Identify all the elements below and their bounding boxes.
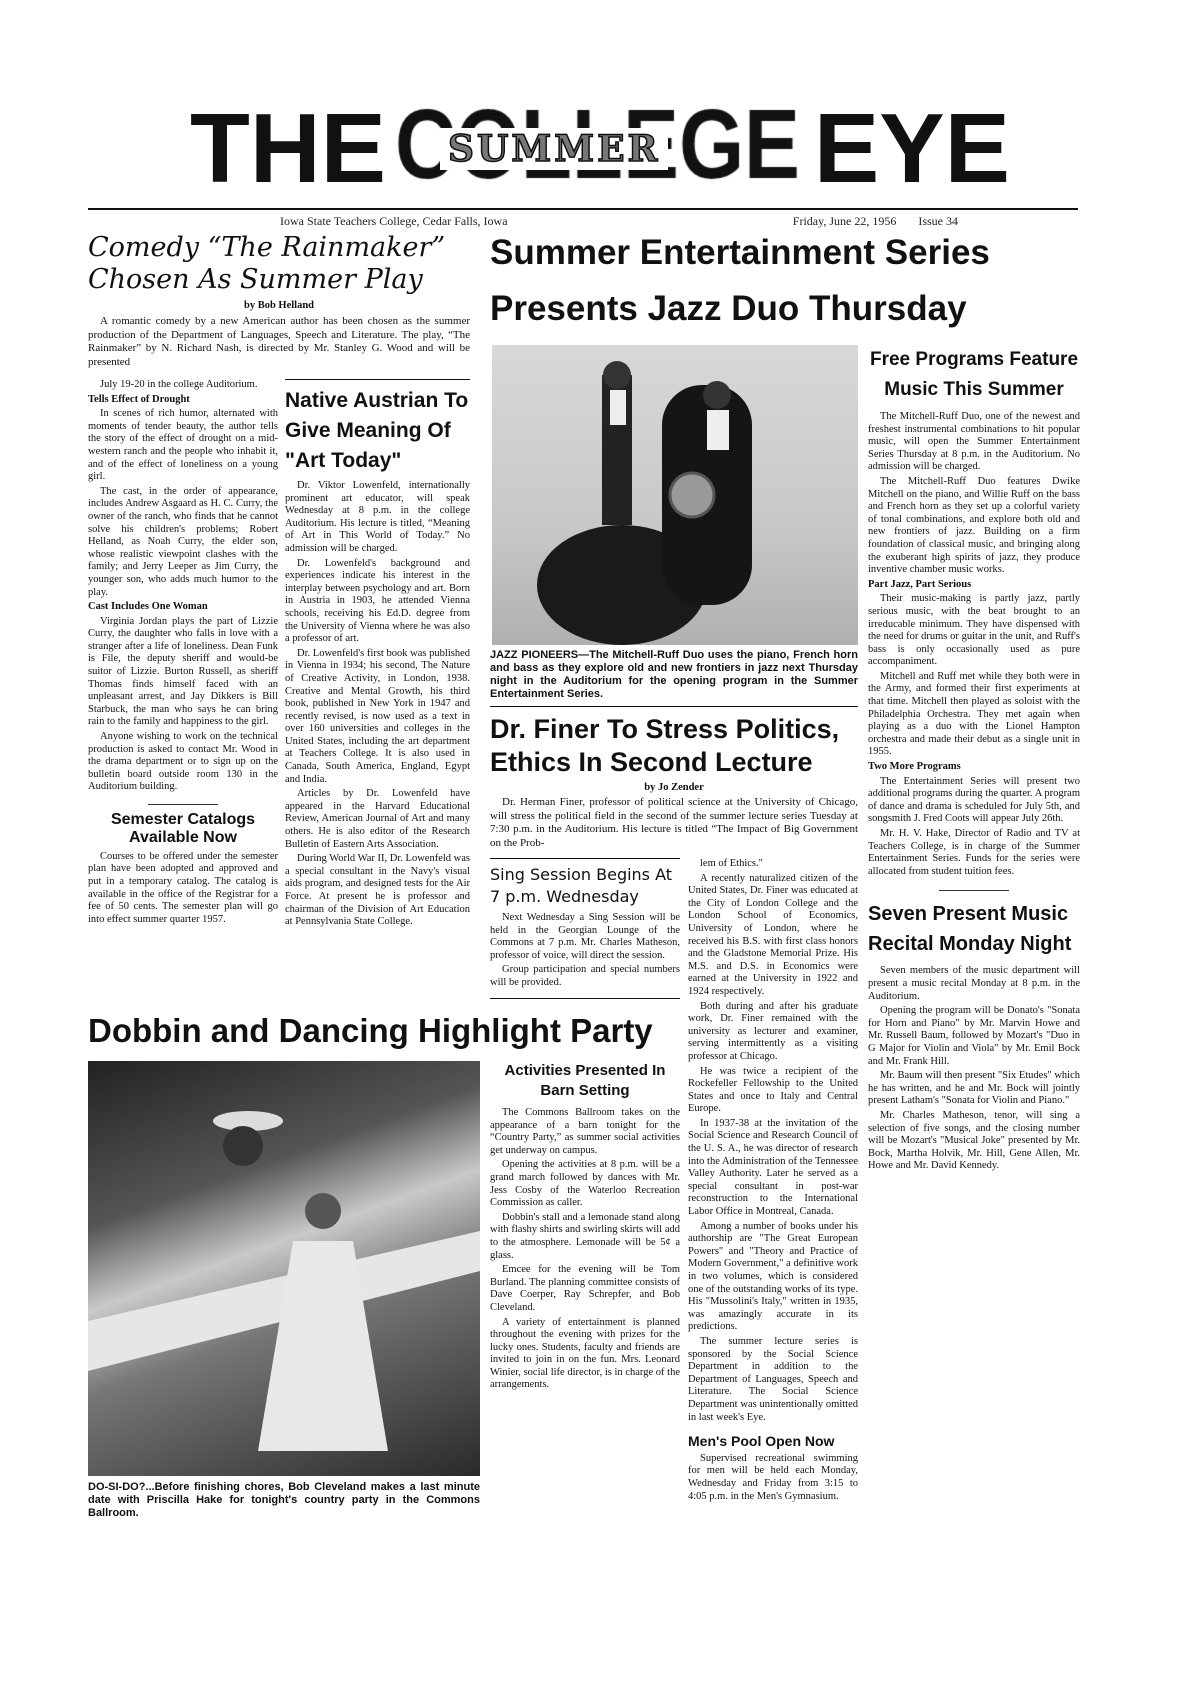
- masthead-rule: [88, 208, 1078, 210]
- masthead-date: Friday, June 22, 1956: [792, 214, 897, 228]
- masthead-eye: EYE: [813, 93, 1010, 203]
- activities-headline: Activities Presented In Barn Setting: [504, 1062, 666, 1099]
- jazz-headline: Summer Entertainment Series Presents Jazz Duo Thursday: [490, 233, 990, 328]
- paragraph: Dr. Viktor Lowenfeld, internationally prominent art educator, will speak Wednesday at 8 p.m. in the college Auditorium. His lecture is titled, “Meaning of Art in This World of Today.” No admission will be charged.: [285, 480, 470, 554]
- rainmaker-headline-line1: Comedy “The Rainmaker”: [88, 232, 446, 263]
- paragraph: In 1937-38 at the invitation of the Social Science and Research Council of the U. S. A., he was director of research into the Administration of the Tennessee Valley Authority. Later he served as a special consultant in post-war reconstruction to the International Labor Office in Montreal, Canada.: [688, 1117, 858, 1218]
- column-right: [868, 345, 1080, 1175]
- subheading: Two More Programs: [868, 761, 961, 773]
- dobbin-party-photo: [88, 1061, 480, 1476]
- pool-body: [688, 1453, 858, 1505]
- divider: [490, 858, 680, 859]
- paragraph: Dobbin's stall and a lemonade stand along with flashy shirts and swirling skirts will add to the atmosphere. Lemonade will be 5¢ a glass.: [490, 1211, 680, 1261]
- divider: [148, 804, 218, 805]
- paragraph: Opening the program will be Donato's "Sonata for Horn and Piano" by Mr. Marvin Howe and Mr. Russell Baum, followed by Mozart's "Duo in G Major for Violin and Viola" by Mr. Emil Bock and Mr. Frank Hill.: [868, 1005, 1080, 1067]
- column-finer: [688, 858, 858, 1505]
- paragraph: Mr. Charles Matheson, tenor, will sing a selection of five songs, and the closing number will be Mozart's "Musical Joke" presented by Mr. Bock, Martha Holvik, Mr. Hill, Gene Allen, Mr. Howe and Mr. David Kennedy.: [868, 1109, 1080, 1172]
- paragraph: The cast, in the order of appearance, includes Andrew Asgaard as H. C. Curry, the owner of the ranch, who finds that he cannot solve his children's problems; Robert Helland, as Noah Curry, the elder son, whose realistic viewpoint clashes with the family; and Jerry Leeper as Jim Curry, the younger son, who adds much humor to the play.: [88, 485, 278, 598]
- activities-body: [490, 1107, 680, 1394]
- paragraph: The Commons Ballroom takes on the appearance of a barn tonight for the “Country Party,” as summer social activities get underway on campus.: [490, 1107, 680, 1156]
- paragraph: Anyone wishing to work on the technical production is asked to contact Mr. Wood in the drama department or to sign up on the bulletin board outside room 130 in the Auditorium building.: [88, 731, 278, 793]
- austrian-headline: Native Austrian To Give Meaning Of "Art Today": [285, 389, 469, 472]
- column-activities: [490, 1061, 680, 1394]
- paragraph: Among a number of books under his authorship are "The Great European Powers" and "Theory and Practice of Modern Government," a definitive work in two volumes, which is considered one of the outstanding works of its type. His "Mussolini's Italy," written in 1935, was amazingly accurate in its predictions.: [688, 1220, 858, 1333]
- paragraph: Group participation and special numbers will be provided.: [490, 964, 680, 988]
- paragraph: July 19-20 in the college Auditorium.: [100, 379, 258, 390]
- masthead-logo: [190, 93, 1010, 203]
- masthead-issue: Issue 34: [918, 214, 958, 228]
- paragraph: Opening the activities at 8 p.m. will be a grand march followed by dances with Mr. Jess Cosby of the Waterloo Recreation Commission as caller.: [490, 1159, 680, 1209]
- paragraph: Dr. Lowenfeld's first book was published in Vienna in 1934; his second, The Nature of Creative Activity, in London, 1938. Creative and Mental Growth, his third book, published in New York in 1947 and recently revised, is now used as a text in over 160 universities and colleges in the United States, including the art department at Teachers College. It is also used in Canada, South America, England, Egypt and India.: [285, 647, 470, 785]
- catalogs-headline: Semester Catalogs Available Now: [110, 811, 256, 846]
- column-a: [88, 379, 278, 928]
- subheading: Tells Effect of Drought: [88, 393, 190, 405]
- paragraph: Mr. Baum will then present "Six Etudes" which he has written, and he and Mr. Bock will jointly present Latham's "Sonata for Violin and Piano.": [868, 1070, 1080, 1107]
- catalogs-body: [88, 851, 278, 929]
- paragraph: Courses to be offered under the semester plan have been adopted and approved and put in a temporary catalog. The catalog is available in the office of the Registrar for a fee of 50 cents. The semester plan will go into effect summer quarter 1957.: [88, 850, 278, 925]
- paragraph: The Mitchell-Ruff Duo, one of the newest and freshest instrumental combinations to hit popular music, will open the Summer Entertainment Series Thursday at 8 p.m. in the Auditorium. No admission will be charged.: [868, 411, 1080, 473]
- paragraph: lem of Ethics.": [700, 858, 763, 869]
- paragraph: Next Wednesday a Sing Session will be held in the Georgian Lounge of the Commons at 7 p.m. Mr. Charles Matheson, professor of voice, will direct the session.: [490, 912, 680, 961]
- jazz-duo-photo-illustration: [492, 345, 858, 645]
- paragraph: A recently naturalized citizen of the United States, Dr. Finer was educated at the City of London College and the London School of Economics, University of London, where he received his B.S. with first class honors and the Gladstone Memorial Prize. His M.S. and D.S. in Economics were earned at the University in 1922 and 1924 respectively.: [688, 872, 858, 997]
- paragraph: Supervised recreational swimming for men will be held each Monday, Wednesday and Friday from 3:15 to 4:05 p.m. in the Men's Gymnasium.: [688, 1452, 858, 1502]
- rainmaker-lead: [88, 315, 470, 371]
- subheading: Cast Includes One Woman: [88, 601, 208, 613]
- pool-headline: Men's Pool Open Now: [688, 1433, 835, 1450]
- rainmaker-headline-line2: Chosen As Summer Play: [88, 264, 423, 295]
- paragraph: The summer lecture series is sponsored by the Social Science Department in addition to the Department of Languages, Speech and Literature. The Social Science Department was unintentionally omitted in last week's Eye.: [688, 1335, 858, 1423]
- paragraph: Mitchell and Ruff met while they both were in the Army, and formed their first experiments at that time. Mitchell then played as soloist with the Philadelphia Orchestra. They met again when playing as a duo with the Lionel Hampton orchestra and made their debut as a single unit in 1955.: [868, 670, 1080, 758]
- divider: [490, 706, 858, 707]
- paragraph: Mr. H. V. Hake, Director of Radio and TV at Teachers College, is in charge of the Summer Entertainment Series. Funds for the series were allocated from student tuition fees.: [868, 828, 1080, 877]
- paragraph: Seven members of the music department will present a music recital Monday at 8 p.m. in the Auditorium.: [868, 965, 1080, 1002]
- column-sing: [490, 858, 680, 999]
- masthead-the: THE: [190, 93, 386, 203]
- paragraph: Both during and after his graduate work, Dr. Finer remained with the university as lecturer and examiner, serving intermittently as a visiting professor at Chicago.: [688, 1000, 858, 1062]
- finer-lead-text: Dr. Herman Finer, professor of political science at the University of Chicago, will stress the political field in the second of the summer lecture series Tuesday at 7:30 p.m. in the Auditorium. His lecture is titled “The Impact of Big Government on the Prob-: [490, 796, 858, 849]
- paragraph: A variety of entertainment is planned throughout the evening with prizes for the lucky ones. Students, faculty and friends are invited to join in on the fun. Mrs. Leonard Winier, social life director, is in charge of the arrangements.: [490, 1316, 680, 1391]
- column-middle: [490, 345, 858, 852]
- paragraph: Emcee for the evening will be Tom Burland. The planning committee consists of Dave Coerper, Ray Schrepfer, and Bob Cleveland.: [490, 1264, 680, 1313]
- rainmaker-body: [88, 379, 278, 796]
- free-body: [868, 411, 1080, 880]
- paragraph: The Mitchell-Ruff Duo features Dwike Mitchell on the piano, and Willie Ruff on the bass and French horn as they set up a colorful variety of tonal combinations, and explore both old and new frontiers of jazz. Building on a firm foundation of classical music, and bringing along the exuberant high spirits of jazz, they produce inventive chamber music works.: [868, 475, 1080, 576]
- sing-body: [490, 912, 680, 992]
- sing-headline: Sing Session Begins At 7 p.m. Wednesday: [490, 865, 673, 906]
- column-dobbin: [88, 1061, 480, 1520]
- paragraph: Dr. Lowenfeld's background and experiences indicate his interest in the interplay between psychology and art. Born in Austria in 1903, he attended Vienna schools, receiving his Ed.D. degree from the University of Vienna where he was also a professor of art.: [285, 557, 470, 645]
- paragraph: In scenes of rich humor, alternated with moments of tender beauty, the author tells the story of the effect of drought on a mid-western ranch and the people who inhabit it, and of the effect of loneliness on a young girl.: [88, 408, 278, 483]
- dobbin-party-photo-illustration: [88, 1061, 480, 1476]
- masthead-summer: SUMMER: [440, 128, 668, 170]
- jazz-caption: JAZZ PIONEERS—The Mitchell-Ruff Duo uses the piano, French horn and bass as they explore old and new frontiers in jazz next Thursday night in the Auditorium for the opening program in the Summer Entertainment Series.: [490, 649, 858, 700]
- finer-lead: [490, 796, 858, 852]
- subheading: Part Jazz, Part Serious: [868, 578, 972, 590]
- dobbin-caption: DO-SI-DO?...Before finishing chores, Bob Cleveland makes a last minute date with Priscilla Hake for tonight's country party in the Commons Ballroom.: [88, 1481, 480, 1519]
- free-headline: Free Programs Feature Music This Summer: [869, 349, 1079, 400]
- rainmaker-header: [88, 232, 470, 371]
- jazz-duo-photo: [492, 345, 858, 645]
- divider: [939, 890, 1009, 891]
- paragraph: The Entertainment Series will present two additional programs during the quarter. A program of dance and drama is scheduled for July 5th, and songsmith J. Fred Coots will appear July 26th.: [868, 775, 1080, 825]
- masthead-school: Iowa State Teachers College, Cedar Falls, Iowa: [280, 214, 508, 228]
- divider: [285, 379, 470, 380]
- dobbin-headline: Dobbin and Dancing Highlight Party: [88, 1012, 653, 1049]
- finer-body: [688, 858, 858, 1426]
- finer-headline: Dr. Finer To Stress Politics, Ethics In Second Lecture: [490, 714, 840, 777]
- rainmaker-lead-text: A romantic comedy by a new American author has been chosen as the summer production of the Department of Languages, Speech and Literature. The play, “The Rainmaker” by N. Richard Nash, is directed by Mr. Stanley G. Wood and will be presented: [88, 315, 470, 368]
- paragraph: Articles by Dr. Lowenfeld have appeared in the Harvard Educational Review, American Journal of Art and many others. He is also editor of the Research Bulletin of Eastern Arts Association.: [285, 788, 470, 850]
- column-b: [285, 379, 470, 931]
- paragraph: He was twice a recipient of the Rockefeller Fellowship to the United States and once to Italy and Central Europe.: [688, 1065, 858, 1115]
- divider: [490, 998, 680, 999]
- recital-body: [868, 965, 1080, 1175]
- rainmaker-headline: [88, 232, 470, 296]
- finer-byline: by Jo Zender: [644, 782, 704, 793]
- paragraph: Their music-making is partly jazz, partly serious music, with the beat brought to an irreducable minimum. They have dispensed with the need for drums or guitar in the unit, and Ruff's bass is only occasionally used as pure accompaniment.: [868, 593, 1080, 668]
- recital-headline: Seven Present Music Recital Monday Night: [868, 903, 1072, 956]
- rainmaker-byline: by Bob Helland: [243, 300, 315, 311]
- paragraph: Virginia Jordan plays the part of Lizzie Curry, the daughter who falls in love with a stranger after a life of loneliness. Dean Funk is File, the deputy sheriff and would-be suitor of Lizzie. Burton Russell, as sheriff Thomas finds himself faced with an unpleasant arrest, and Jay Dikkers is Bill Starbuck, the man who says he can bring rain to the family and happiness to the girl.: [88, 615, 278, 728]
- austrian-body: [285, 480, 470, 931]
- paragraph: During World War II, Dr. Lowenfeld was a special consultant in the Navy's visual aids program, and designed tests for the Air Force. At present he is professor and chairman of the Division of Art Education at Pennsylvania State College.: [285, 853, 470, 928]
